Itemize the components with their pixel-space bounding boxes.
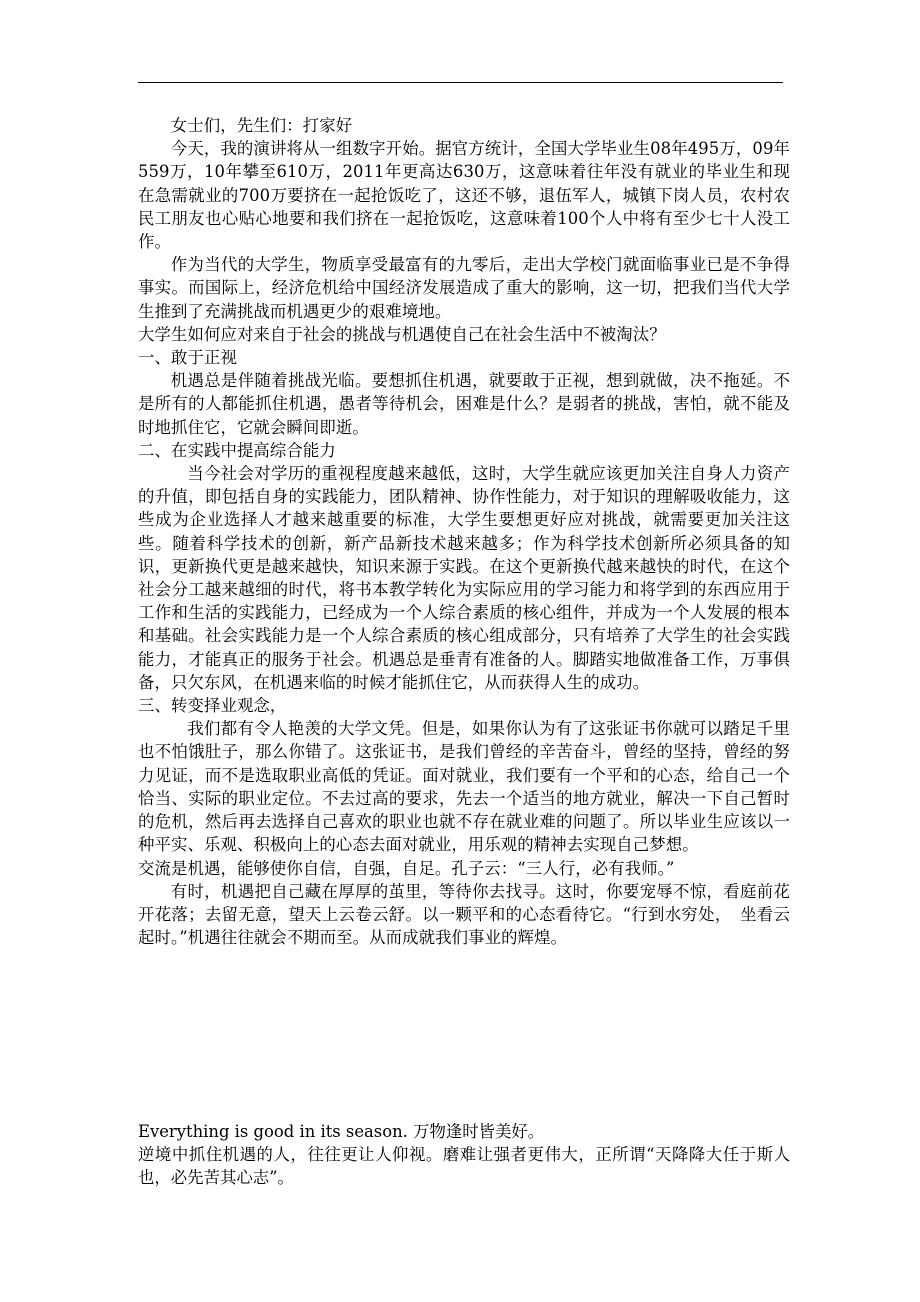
context-paragraph: 作为当代的大学生，物质享受最富有的九零后，走出大学校门就面临事业已是不争得事实。而国际上，经济危机给中国经济发展造成了重大的影响，这一切，把我们当代大学生推到了充满挑战而机遇更少的艰难境地。 <box>138 255 790 321</box>
speech-body <box>138 114 790 949</box>
header-rule <box>138 82 783 83</box>
section-heading-1: 一、敢于正视 <box>138 348 237 368</box>
question-line: 大学生如何应对来自于社会的挑战与机遇使自己在社会生活中不被淘汰？ <box>138 324 666 344</box>
section-3-paragraph: 我们都有令人艳羡的大学文凭。但是，如果你认为有了这张证书你就可以踏足千里也不怕饿肚子，那么你错了。这张证书，是我们曾经的辛苦奋斗，曾经的坚持，曾经的努力见证，而不是选取职业高低的凭证。面对就业，我们要有一个平和的心态，给自己一个恰当、实际的职业定位。不去过高的要求，先去一个适当的地方就业，解决一下自己暂时的危机，然后再去选择自己喜欢的职业也就不存在就业难的问题了。所以毕业生应该以一种平实、乐观、积极向上的心态去面对就业，用乐观的精神去实现自己梦想。 <box>138 719 790 855</box>
section-2-paragraph: 当今社会对学历的重视程度越来越低，这时，大学生就应该更加关注自身人力资产的升值，即包括自身的实践能力，团队精神、协作性能力，对于知识的理解吸收能力，这些成为企业选择人才越来越重要的标准，大学生要想更好应对挑战，就需要更加关注这些。随着科学技术的创新，新产品新技术越来越多；作为科学技术创新所必须具备的知识，更新换代更是越来越快，知识来源于实践。在这个更新换代越来越快的时代，在这个社会分工越来越细的时代，将书本教学转化为实际应用的学习能力和将学到的东西应用于工作和生活的实践能力，已经成为一个人综合素质的核心组件，并成为一个人发展的根本和基础。社会实践能力是一个人综合素质的核心组成部分，只有培养了大学生的社会实践能力，才能真正的服务于社会。机遇总是垂青有准备的人。脚踏实地做准备工作，万事俱备，只欠东风，在机遇来临的时候才能抓住它，从而获得人生的成功。 <box>138 464 790 692</box>
section-heading-3: 三、转变择业观念， <box>138 696 287 716</box>
communication-line: 交流是机遇，能够使你自信，自强，自足。孔子云：“三人行，必有我师。” <box>138 858 675 878</box>
section-1-paragraph: 机遇总是伴随着挑战光临。要想抓住机遇，就要敢于正视，想到就做，决不拖延。不是所有的人都能抓住机遇，愚者等待机会，困难是什么？是弱者的挑战，害怕，就不能及时地抓住它，它就会瞬间即逝。 <box>138 371 790 437</box>
statistics-paragraph: 今天，我的演讲将从一组数字开始。据官方统计，全国大学毕业生08年495万，09年559万，10年攀至610万，2011年更高达630万，这意味着往年没有就业的毕业生和现在急需就业的700万要挤在一起抢饭吃了，这还不够，退伍军人，城镇下岗人员，农村农民工朋友也心贴心地要和我们挤在一起抢饭吃，这意味着100个人中将有至少七十人没工作。 <box>138 139 790 252</box>
section-heading-2: 二、在实践中提高综合能力 <box>138 440 336 460</box>
footer-quote-2: 逆境中抓住机遇的人，往往更让人仰视。磨难让强者更伟大，正所谓“天降降大任于斯人也，必先苦其心志”。 <box>138 1145 790 1188</box>
greeting-paragraph: 女士们，先生们：打家好 <box>170 116 353 135</box>
footer-quote-1: Everything is good in its season. 万物逢时皆美好。 <box>138 1122 545 1141</box>
footer-quotes <box>138 1120 790 1190</box>
closing-paragraph: 有时，机遇把自己藏在厚厚的茧里，等待你去找寻。这时，你要宠辱不惊，看庭前花开花落；去留无意，望天上云卷云舒。以一颗平和的心态看待它。“行到水穷处， 坐看云起时。”机遇往往就会不期而至。从而成就我们事业的辉煌。 <box>138 881 790 948</box>
